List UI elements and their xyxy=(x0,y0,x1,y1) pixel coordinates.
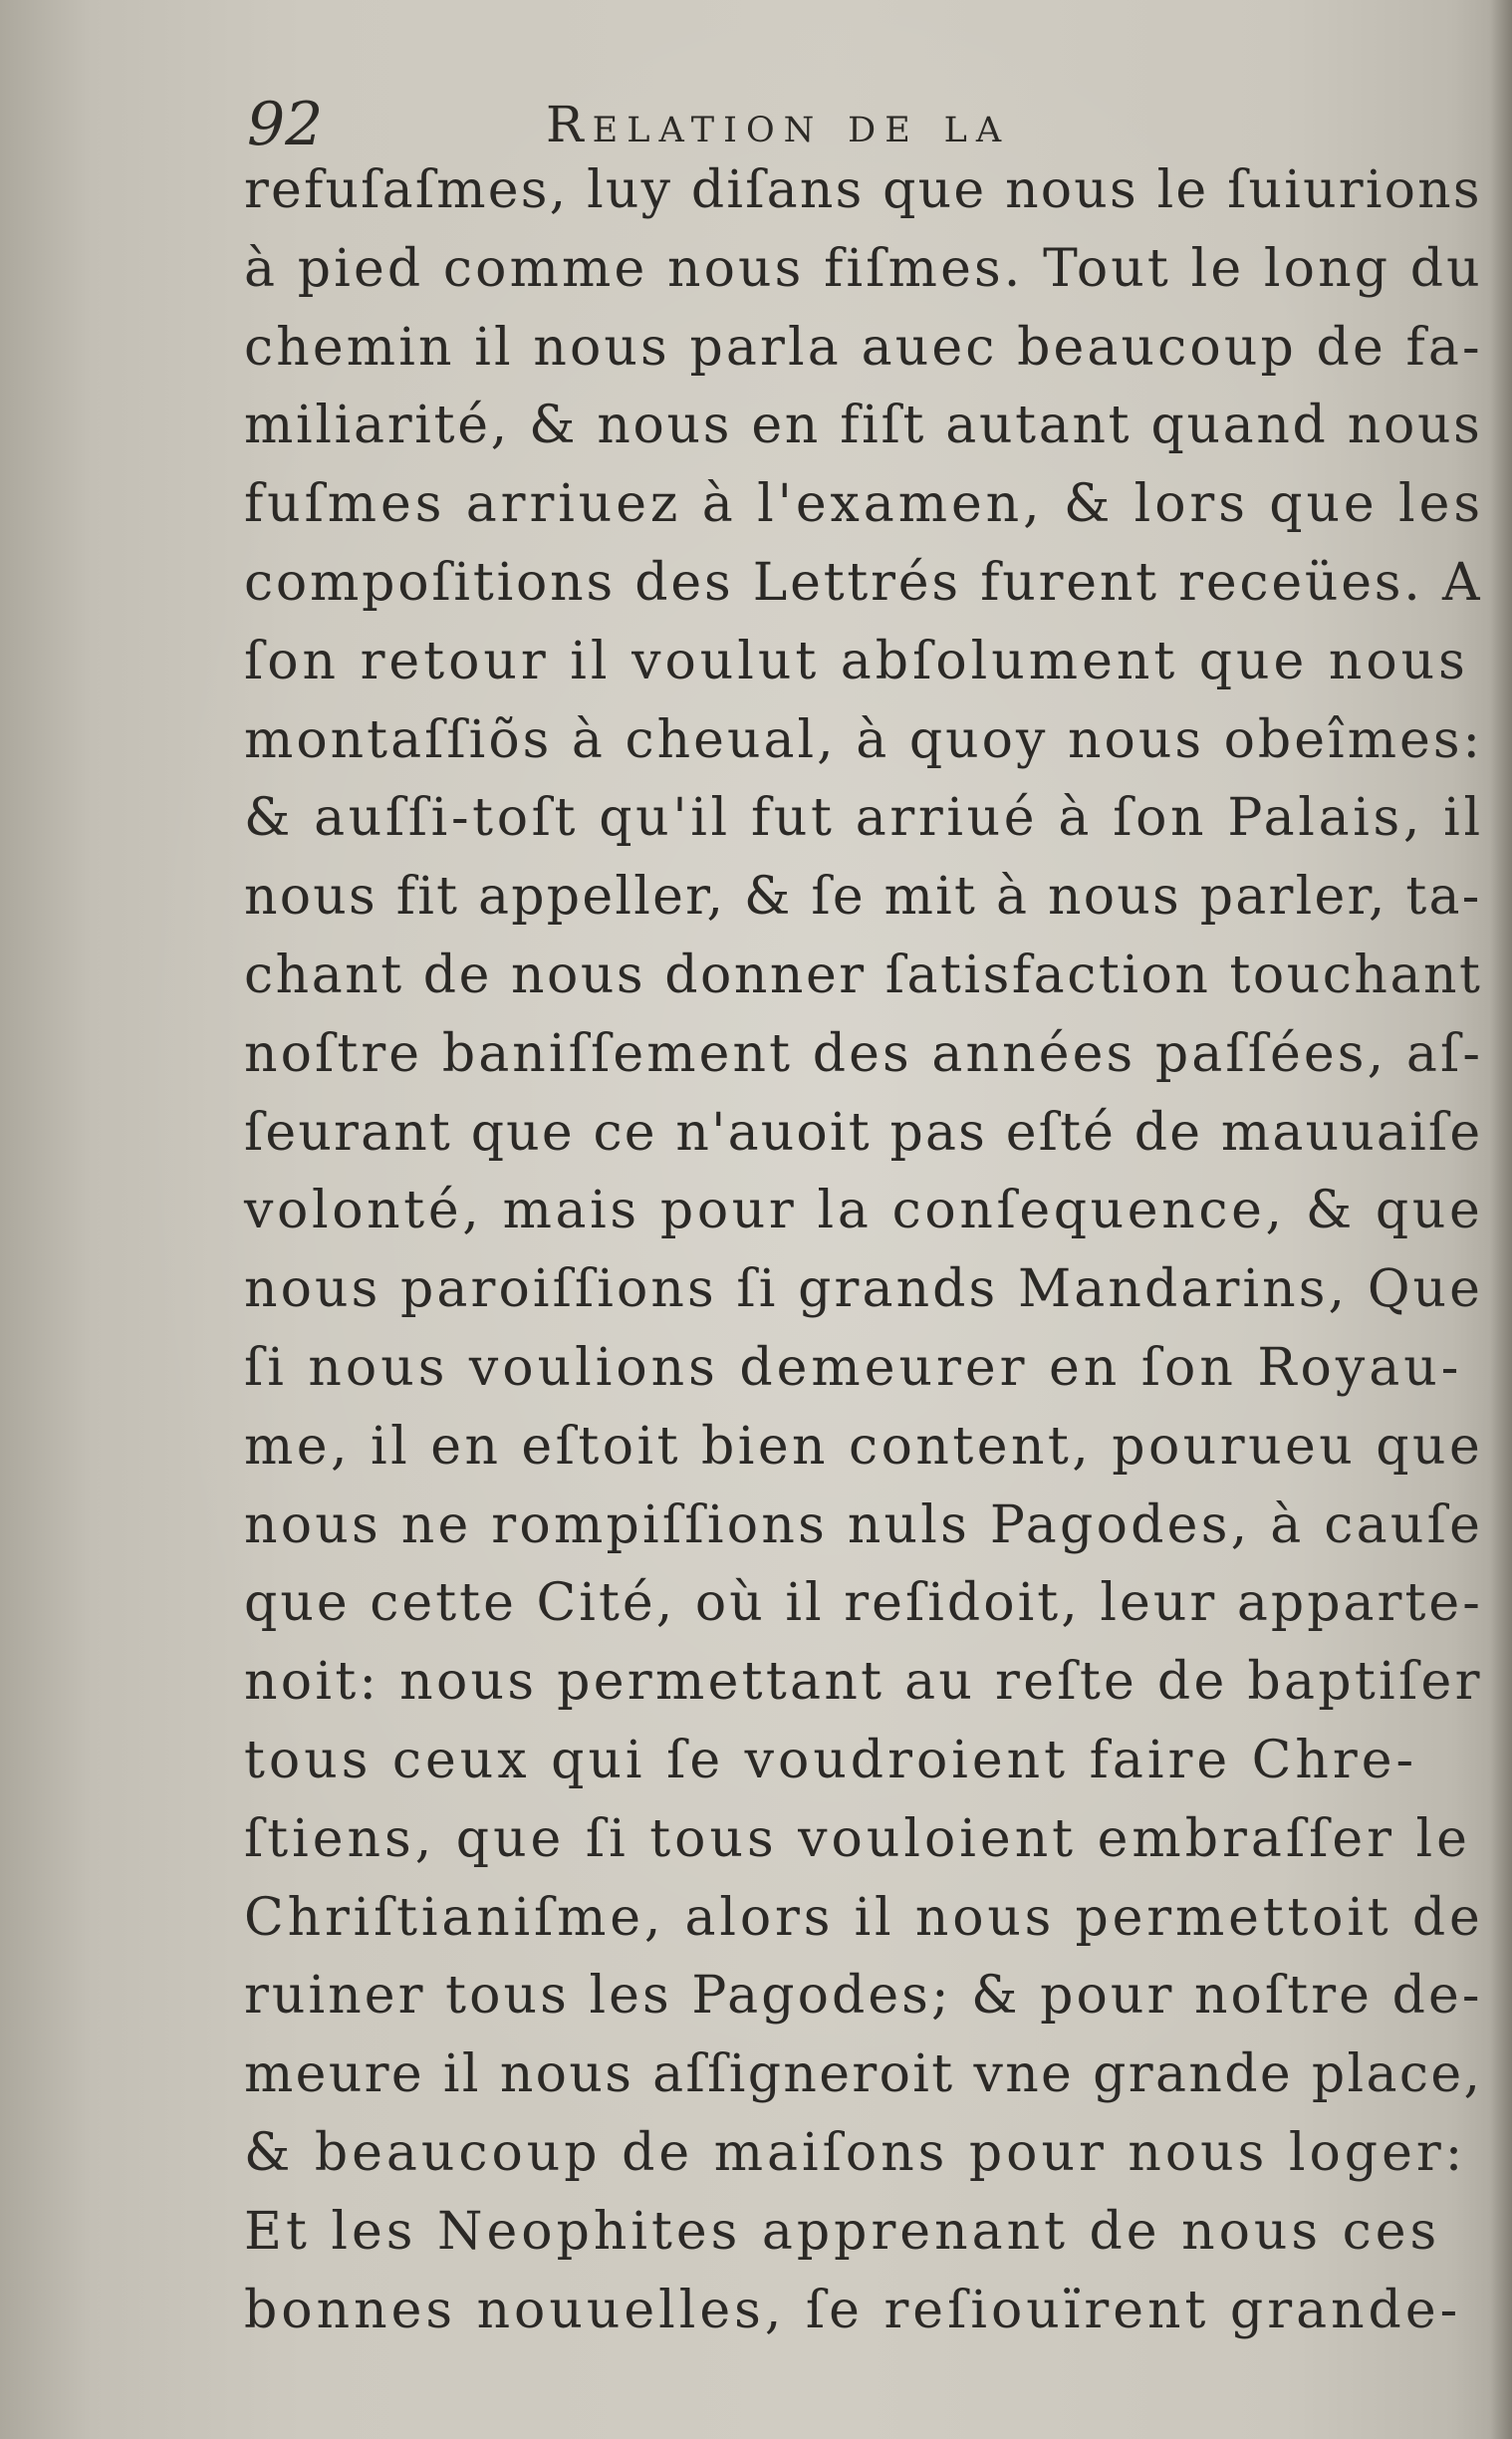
text-line: nous fit appeller, & ſe mit à nous parler, ta- xyxy=(244,867,1482,928)
text-line: noit: nous permettant au reſte de baptiſer xyxy=(244,1652,1483,1713)
text-line: ſon retour il voulut abſolument que nous xyxy=(244,631,1469,691)
text-line: compoſitions des Lettrés furent receües. A xyxy=(244,552,1483,613)
text-line: & auſſi-toſt qu'il fut arriué à ſon Palais, il xyxy=(244,788,1484,849)
text-line: nous paroiſſions ſi grands Mandarins, Que xyxy=(244,1259,1484,1320)
text-line: noſtre baniſſement des années paſſées, aſ- xyxy=(244,1023,1483,1084)
text-line: refuſaſmes, luy diſans que nous le ſuiurions xyxy=(244,160,1482,220)
page-number: 92 xyxy=(247,90,324,159)
text-line: Et les Neophites apprenant de nous ces xyxy=(244,2201,1441,2262)
text-line: ſeurant que ce n'auoit pas eſté de mauuaiſe xyxy=(244,1102,1483,1163)
text-line: tous ceux qui ſe voudroient faire Chre- xyxy=(244,1730,1418,1790)
page-edge-shadow xyxy=(1490,0,1512,2439)
text-line: chant de nous donner ſatisfaction touchant xyxy=(244,945,1483,1005)
text-line: & beaucoup de maiſons pour nous loger: xyxy=(244,2122,1467,2183)
text-line: à pied comme nous fiſmes. Tout le long du xyxy=(244,238,1483,299)
text-line: fuſmes arriuez à l'examen, & lors que les xyxy=(244,474,1484,535)
text-line: que cette Cité, où il reſidoit, leur apparte- xyxy=(244,1573,1483,1634)
text-line: miliarité, & nous en fiſt autant quand nous xyxy=(244,396,1483,456)
text-line: ruiner tous les Pagodes; & pour noſtre de- xyxy=(244,1966,1483,2027)
text-line: volonté, mais pour la conſequence, & que xyxy=(244,1181,1484,1241)
text-line: ſi nous voulions demeurer en ſon Royau- xyxy=(244,1337,1463,1398)
text-line: chemin il nous parla auec beaucoup de fa- xyxy=(244,317,1483,378)
text-line: ſtiens, que ſi tous vouloient embraſſer le xyxy=(244,1808,1471,1869)
body-text xyxy=(244,151,1484,2349)
text-line: Chriſtianiſme, alors il nous permettoit de xyxy=(244,1887,1484,1948)
text-line: bonnes nouuelles, ſe reſiouïrent grande- xyxy=(244,2280,1462,2340)
text-line: meure il nous aſſigneroit vne grande place, xyxy=(244,2044,1483,2105)
running-title: Relation de la xyxy=(546,96,1011,153)
text-line: me, il en eſtoit bien content, pourueu que xyxy=(244,1416,1484,1477)
text-line: montaſſiõs à cheual, à quoy nous obeîmes: xyxy=(244,709,1484,770)
text-line: nous ne rompiſſions nuls Pagodes, à cauſe xyxy=(244,1494,1484,1555)
